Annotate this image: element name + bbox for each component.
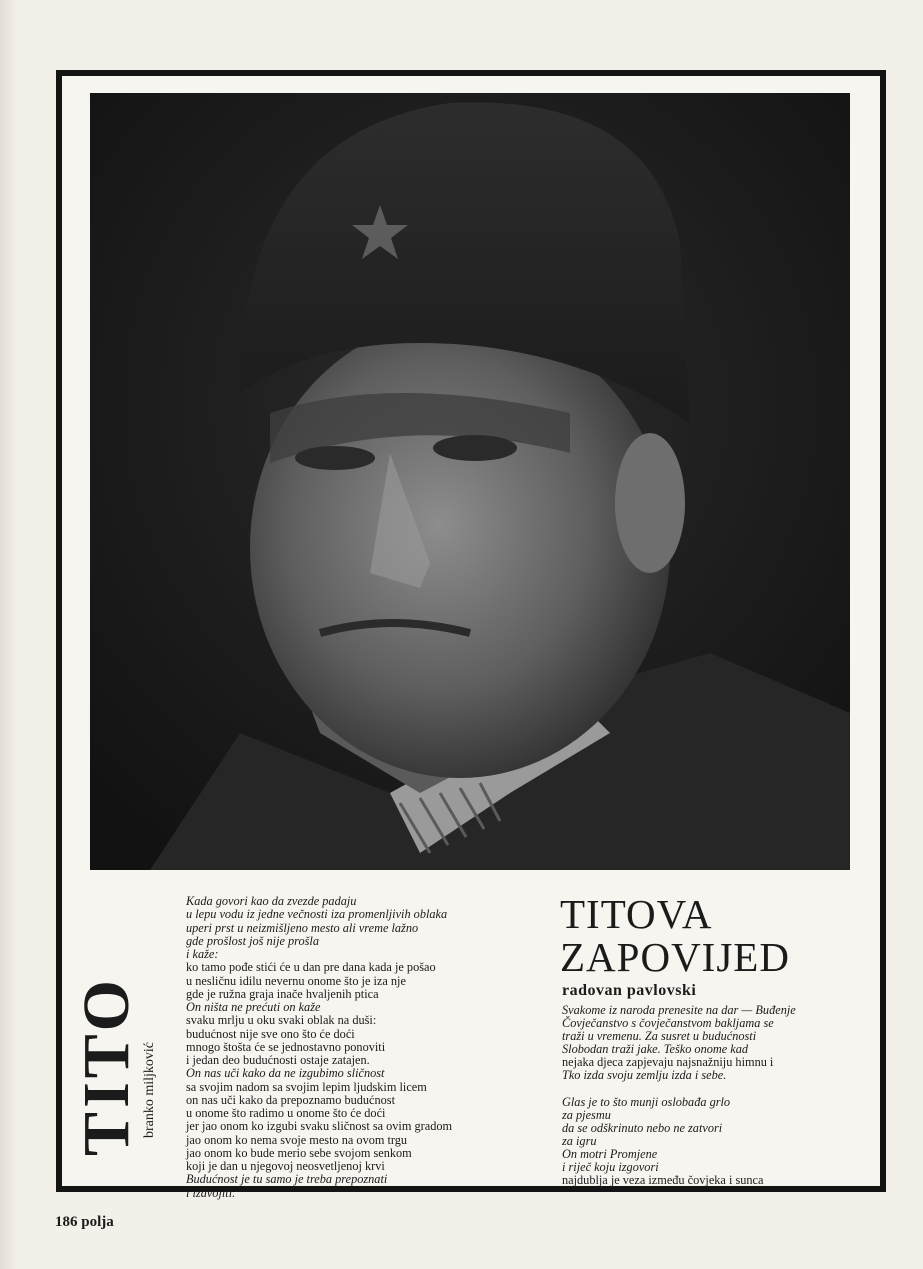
poem-line: Tko izda svoju zemlju izda i sebe. [562, 1068, 727, 1083]
poem-line: najdublja je veza između čovjeka i sunca [562, 1173, 764, 1188]
poem-line: koji je dan u njegovoj neosvetljenoj krvi [186, 1159, 385, 1173]
poem-line: i jedan deo budućnosti ostaje zatajen. [186, 1053, 370, 1067]
poem-line: traži u vremenu. Za susret u budućnosti [562, 1029, 757, 1044]
poem-line: Svakome iz naroda prenesite na dar — Buđenje [562, 1003, 796, 1017]
poem-line: On nas uči kako da ne izgubimo sličnost [186, 1066, 385, 1081]
poem2-title-line: TITOVA [560, 891, 713, 937]
poem-line: uperi prst u neizmišljeno mesto ali vreme lažno [186, 920, 419, 935]
poem2-body [562, 1004, 862, 1187]
poem2-stanza-2 [562, 1096, 862, 1188]
poem-line: i riječ koju izgovori [562, 1160, 659, 1175]
poem-line: za pjesmu [562, 1107, 611, 1122]
poem-line: Glas je to što munji oslobađa grlo [562, 1094, 731, 1109]
poem2-title-line: ZAPOVIJED [560, 934, 790, 980]
poem1-body [186, 895, 531, 1200]
poem-line: i kaže: [186, 947, 219, 961]
poem-line: nejaka djeca zapjevaju najsnažniju himnu i [562, 1055, 774, 1070]
poem-line: i izdvojiti. [186, 1185, 236, 1200]
poem-line: Budućnost je tu samo je treba prepoznati [186, 1172, 388, 1187]
poem-line: jao onom ko nema svoje mesto na ovom trgu [186, 1132, 408, 1147]
poem-line: On ništa ne prećuti on kaže [186, 1000, 321, 1014]
poem-line: svaku mrlju u oku svaki oblak na duši: [186, 1013, 377, 1028]
poem-line: sa svojim nadom sa svojim lepim ljudskim licem [186, 1079, 427, 1094]
poem-line: On motri Promjene [562, 1146, 658, 1161]
stanza-gap [562, 1083, 862, 1096]
poem-line: gde prošlost još nije prošla [186, 933, 319, 948]
poem2-title [560, 893, 790, 979]
poem-line: za igru [562, 1133, 597, 1148]
poem-line: ko tamo pođe stići će u dan pre dana kada je pošao [186, 960, 436, 975]
poem2-stanza-1 [562, 1004, 862, 1083]
binding-edge [0, 0, 18, 1269]
portrait-photo [90, 93, 850, 870]
poem-line: u onome što radimo u onome što će doći [186, 1106, 386, 1120]
poem-line: Slobodan traži jake. Teško onome kad [562, 1042, 749, 1057]
poem-line: mnogo štošta će se jednostavno ponoviti [186, 1039, 386, 1054]
poem-line: u nesličnu idilu nevernu onome što je iza nje [186, 973, 406, 988]
poem-line: Kada govori kao da zvezde padaju [186, 894, 357, 908]
poem-line: budućnost nije sve ono što će doći [186, 1026, 355, 1041]
poem-line: on nas uči kako da prepoznamo budućnost [186, 1092, 395, 1107]
poem-line: jer jao onom ko izgubi svaku sličnost sa ovim gradom [186, 1119, 453, 1134]
poem-line: u lepu vodu iz jedne večnosti iza promenljivih oblaka [186, 907, 448, 922]
page-number: 186 polja [55, 1214, 114, 1230]
poem1-title: TITO [70, 976, 143, 1156]
poem-line: da se odškrinuto nebo ne zatvori [562, 1120, 723, 1135]
portrait-image [90, 93, 850, 870]
poem-line: jao onom ko bude merio sebe svojom senkom [186, 1145, 412, 1160]
poem2-author: radovan pavlovski [562, 982, 697, 999]
poem1-author: branko miljković [142, 1041, 157, 1139]
poem-line: Čovječanstvo s čovječanstvom bakljama se [562, 1016, 774, 1031]
poem-line: gde je ružna graja inače hvaljenih ptica [186, 986, 379, 1001]
